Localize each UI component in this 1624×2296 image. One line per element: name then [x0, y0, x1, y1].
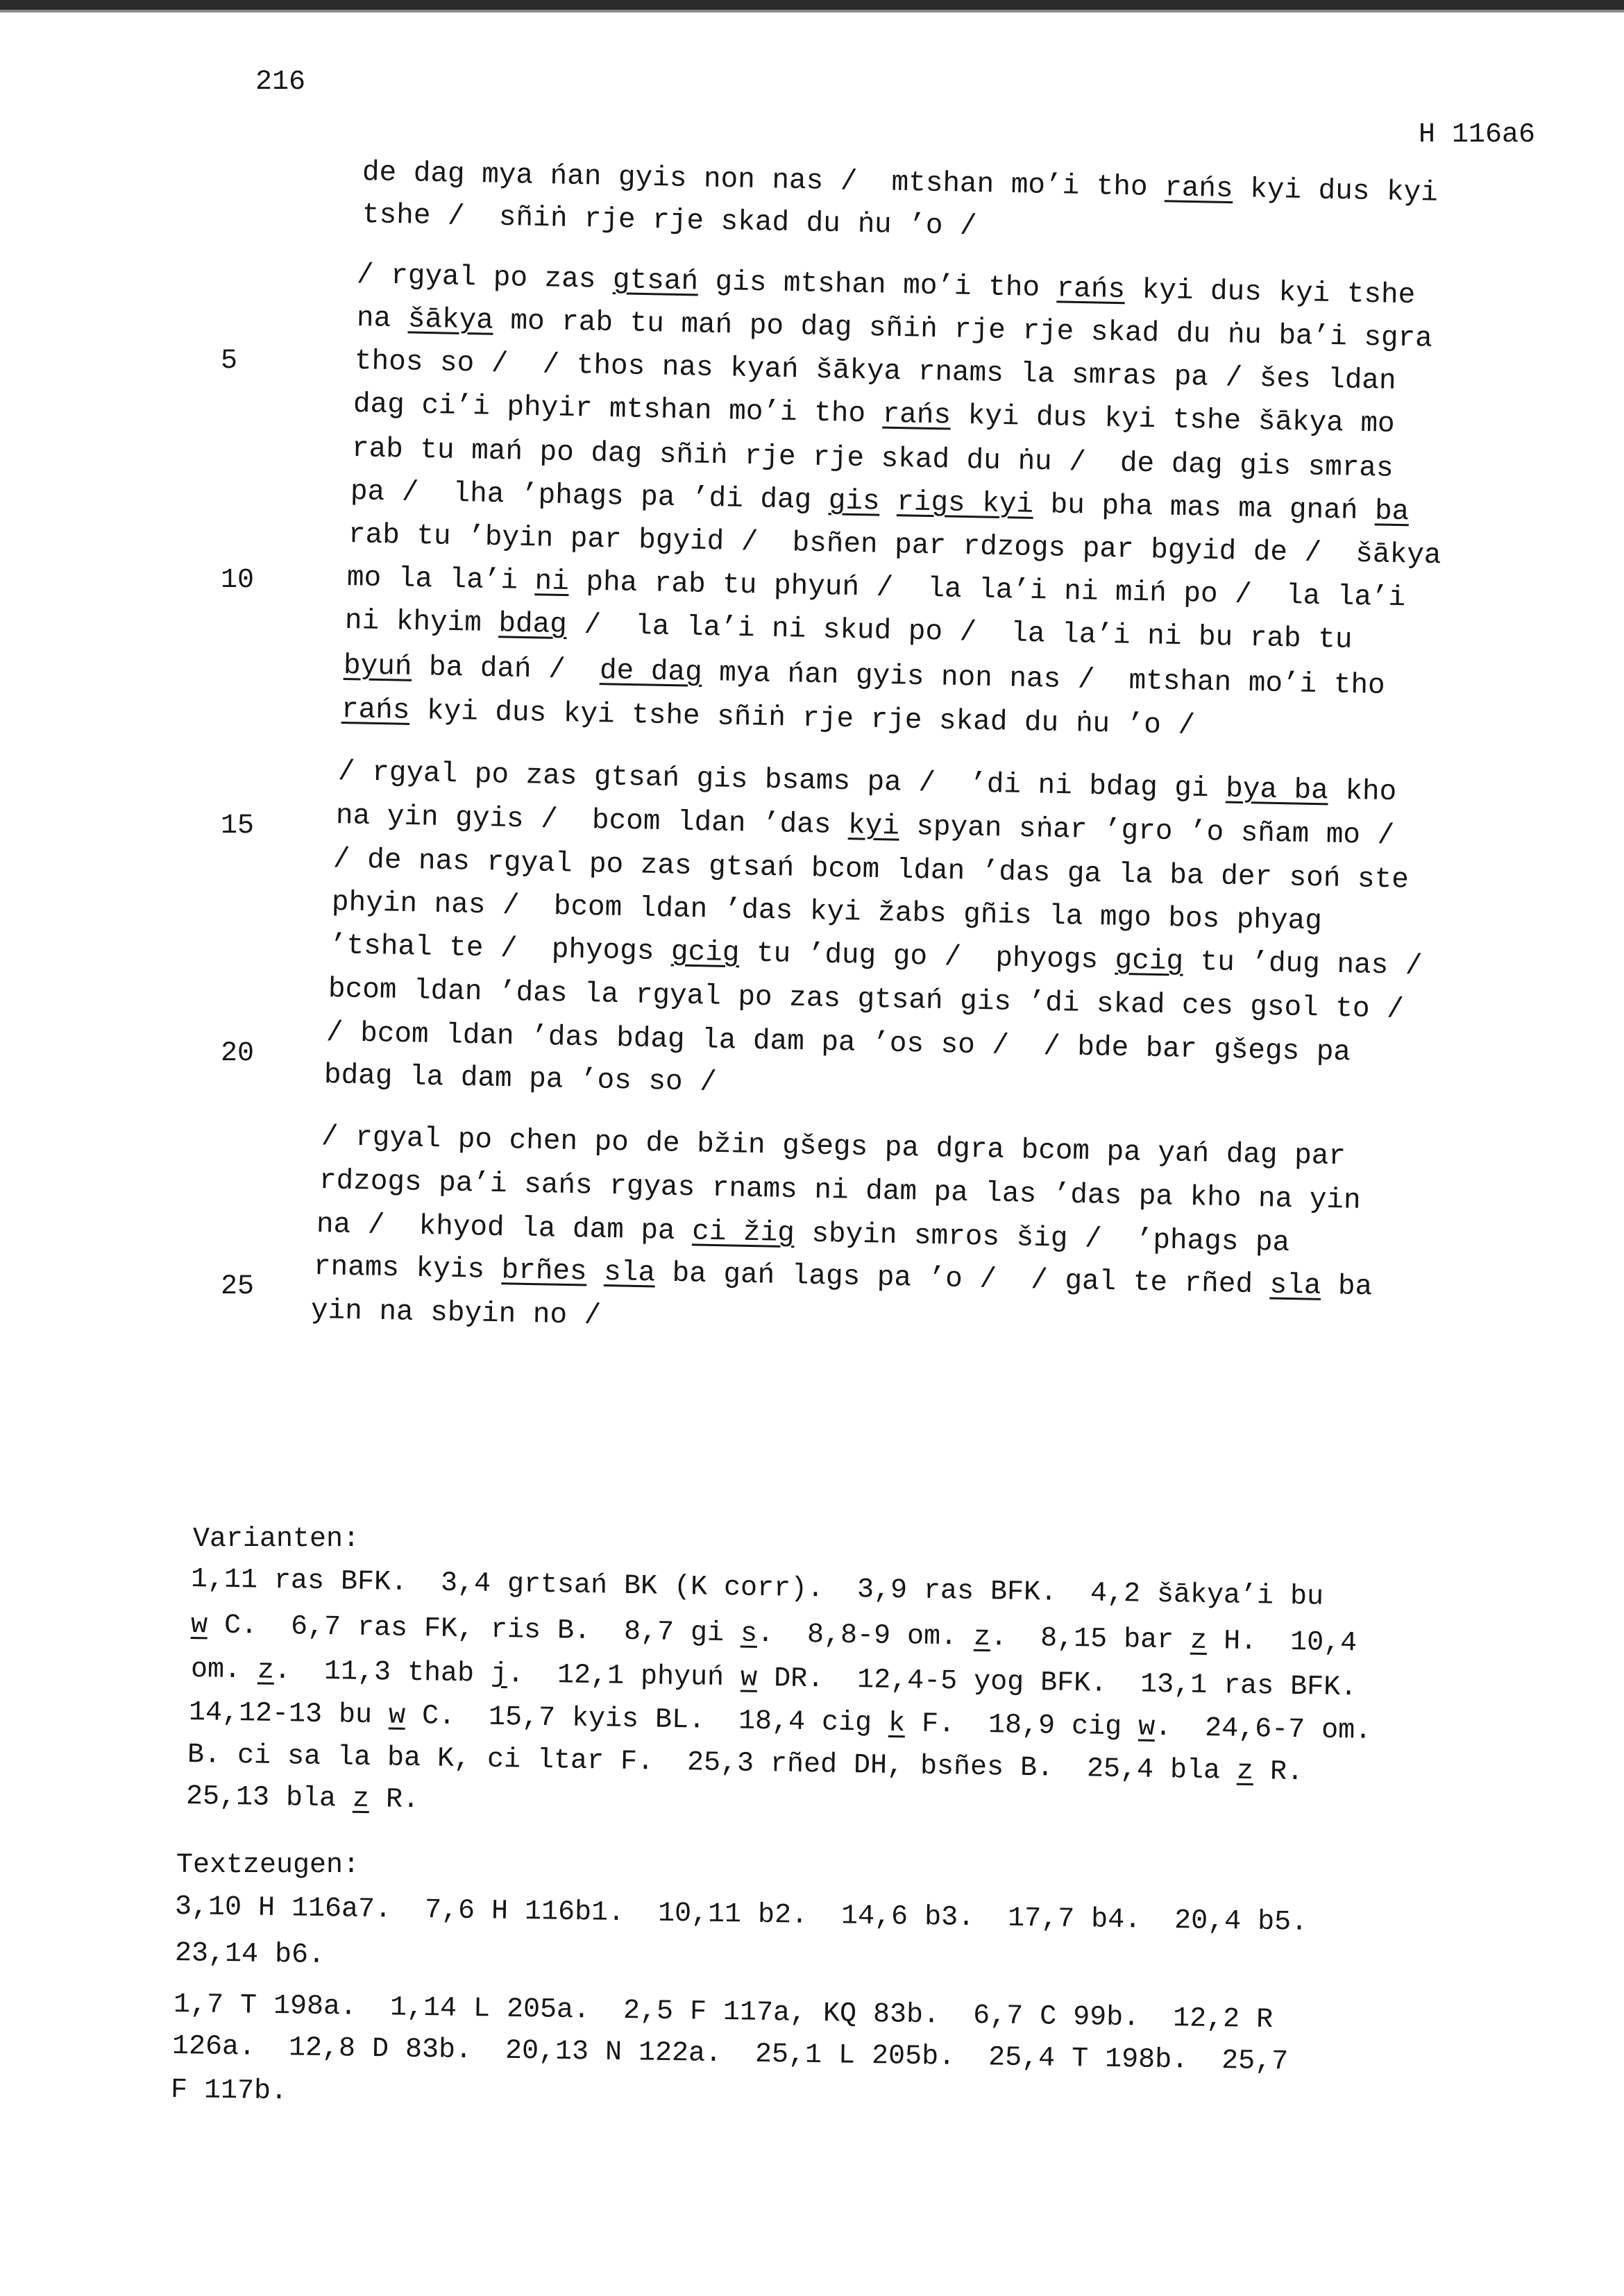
text-segment: bu pha mas ma gnań: [1033, 488, 1376, 528]
text-segment: kho: [1328, 775, 1397, 809]
line-number: 10: [221, 565, 255, 596]
underlined-text: gcig: [1115, 944, 1184, 978]
text-segment: kyi dus kyi tshe sñiṅ rje rje skad du ṅu ’o /: [409, 695, 1196, 742]
text-line: [345, 605, 1353, 656]
underlined-text: rańs: [882, 398, 951, 432]
text-segment: rab tu ’byin par bgyid / bsñen par rdzogs par bgyid de / šākya: [348, 519, 1441, 572]
text-segment: 25,13 bla: [185, 1781, 353, 1815]
line-number: 25: [221, 1271, 255, 1302]
text-segment: kyi dus kyi: [1233, 173, 1439, 210]
text-segment: dag ci’i phyir mtshan mo’i tho: [353, 389, 883, 431]
text-segment: 1,11 ras BFK. 3,4 grtsań BK (K corr). 3,9 ras BFK. 4,2 šākya’i bu: [190, 1564, 1324, 1613]
underlined-text: rigs kyi: [896, 486, 1034, 521]
text-segment: 1,7 T 198a. 1,14 L 205a. 2,5 F 117a, KQ 83b. 6,7 C 99b. 12,2 R: [173, 1989, 1274, 2036]
manuscript-sigla: H 116a6: [1419, 119, 1536, 151]
underlined-text: w: [740, 1663, 758, 1694]
text-segment: rnams kyis: [313, 1251, 502, 1287]
underlined-text: j: [490, 1658, 508, 1691]
underlined-text: šākya: [407, 303, 494, 337]
text-segment: tu ’dug go / phyogs: [738, 937, 1116, 977]
underlined-text: sla: [1269, 1269, 1321, 1302]
text-line: [357, 303, 1433, 355]
text-segment: gis mtshan mo’i tho: [697, 266, 1058, 305]
witness-line: [174, 1989, 1274, 2036]
underlined-text: byuń: [343, 650, 412, 683]
text-segment: B. ci sa la ba K, ci ltar F. 25,3 rñed DH, bsñes B. 25,4 bla: [187, 1740, 1237, 1787]
underlined-text: ci žig: [691, 1216, 795, 1250]
underlined-text: w: [388, 1700, 406, 1732]
text-segment: [879, 486, 897, 518]
underlined-text: k: [888, 1708, 906, 1740]
underlined-text: z: [1190, 1625, 1208, 1657]
text-segment: F 117b.: [170, 2075, 288, 2108]
line-number: 20: [221, 1038, 255, 1069]
text-segment: kyi dus kyi tshe: [1124, 274, 1416, 312]
text-segment: phyin nas / bcom ldan ’das kyi žabs gñis la mgo bos phyag: [331, 887, 1323, 938]
text-segment: rdzogs pa’i sańs rgyas rnams ni dam pa las ’das pa kho na yin: [319, 1165, 1362, 1217]
text-line: [357, 260, 1416, 312]
text-line: [316, 1209, 1290, 1259]
text-segment: om.: [190, 1654, 258, 1687]
underlined-text: rańs: [1164, 172, 1234, 206]
text-segment: spyan sṅar ’gro ’o sñam mo /: [899, 810, 1395, 853]
underlined-text: brñes: [501, 1255, 588, 1289]
variant-line: [186, 1781, 420, 1816]
text-segment: bcom ldan ’das la rgyal po zas gtsań gis ’di skad ces gsol to /: [328, 973, 1405, 1026]
text-segment: . 8,15 bar: [990, 1622, 1191, 1657]
underlined-text: gtsań: [612, 264, 699, 298]
underlined-text: gis: [828, 485, 881, 518]
text-segment: rab tu mań po dag sñiṅ rje rje skad du ṅu / de dag gis smras: [351, 433, 1394, 485]
text-segment: / la la’i ni skud po / la la’i ni bu rab tu: [566, 609, 1353, 656]
text-line: [341, 694, 1196, 742]
underlined-text: kyi: [847, 810, 900, 843]
varianten-heading: Varianten:: [193, 1524, 360, 1555]
text-line: [330, 930, 1423, 983]
witness-line: [171, 2075, 288, 2107]
witness-line: [172, 2031, 1289, 2077]
text-segment: de dag mya ńan gyis non nas / mtshan mo’i tho: [362, 157, 1165, 205]
text-segment: thos so / / thos nas kyań šākya rnams la smras pa / šes ldan: [354, 346, 1397, 398]
text-line: [353, 389, 1395, 441]
text-line: [336, 800, 1395, 852]
text-segment: . 11,3 thab: [273, 1655, 491, 1690]
underlined-text: bya ba: [1225, 773, 1329, 808]
scan-top-border-shadow: [0, 10, 1624, 12]
text-line: [347, 562, 1406, 614]
text-segment: sbyin smros šig / ’phags pa: [794, 1218, 1290, 1259]
scan-top-border: [0, 0, 1624, 10]
line-number: 15: [221, 810, 255, 842]
text-segment: na: [356, 303, 409, 336]
underlined-text: z: [257, 1655, 275, 1687]
text-segment: H. 10,4: [1206, 1626, 1357, 1660]
variant-line: [191, 1654, 1357, 1703]
text-segment: 126a. 12,8 D 83b. 20,13 N 122a. 25,1 L 205b. 25,4 T 198b. 25,7: [171, 2031, 1289, 2078]
text-line: [348, 519, 1441, 572]
underlined-text: sla: [603, 1257, 656, 1290]
text-line: [319, 1165, 1361, 1217]
text-line: [362, 157, 1439, 210]
textzeugen-heading: Textzeugen:: [176, 1850, 360, 1881]
page-number: 216: [255, 67, 306, 98]
text-segment: 23,14 b6.: [174, 1938, 325, 1972]
text-segment: kyi dus kyi tshe šākya mo: [950, 400, 1396, 441]
text-segment: ba dań /: [411, 651, 600, 688]
text-segment: pha rab tu phyuń / la la’i ni miń po / la la’i: [568, 566, 1406, 615]
underlined-text: ni: [534, 566, 570, 599]
underlined-text: gcig: [670, 936, 740, 970]
text-line: [333, 844, 1410, 896]
variant-line: [191, 1564, 1324, 1613]
variant-line: [191, 1610, 1357, 1659]
text-line: [332, 887, 1323, 937]
text-segment: C. 15,7 kyis BL. 18,4 cig: [405, 1700, 889, 1740]
underlined-text: z: [1236, 1755, 1254, 1788]
text-segment: bdag la dam pa ’os so /: [323, 1060, 718, 1099]
text-line: [326, 1017, 1351, 1069]
text-segment: / rgyal po zas gtsań gis bsams pa / ’di ni bdag gi: [337, 756, 1226, 806]
text-line: [328, 973, 1405, 1026]
text-line: [311, 1295, 602, 1332]
text-segment: 14,12-13 bu: [188, 1697, 389, 1732]
underlined-text: s: [740, 1618, 758, 1650]
text-line: [344, 650, 1385, 702]
text-segment: C. 6,7 ras FK, ris B. 8,7 gi: [207, 1610, 741, 1650]
text-line: [314, 1251, 1373, 1303]
underlined-text: w: [190, 1610, 208, 1642]
text-segment: DR. 12,4-5 yog BFK. 13,1 ras BFK.: [756, 1663, 1357, 1704]
text-line: [355, 346, 1396, 398]
text-segment: / bcom ldan ’das bdag la dam pa ’os so / / bde bar gšegs pa: [325, 1017, 1351, 1069]
text-segment: . 8,8-9 om.: [756, 1618, 974, 1653]
text-segment: ba: [1320, 1270, 1373, 1304]
text-segment: / rgyal po chen po de bžin gšegs pa dgra bcom pa yań dag par: [321, 1121, 1346, 1173]
text-segment: ba gań lags pa ’o / / gal te rñed: [654, 1257, 1271, 1302]
text-line: [362, 199, 977, 243]
underlined-text: ba: [1374, 495, 1410, 529]
text-line: [350, 476, 1410, 528]
underlined-text: rańs: [1056, 273, 1126, 307]
underlined-text: rańs: [341, 694, 410, 727]
underlined-text: bdag: [498, 608, 568, 642]
text-segment: tshe / sñiṅ rje rje skad du ṅu ’o /: [362, 199, 978, 243]
underlined-text: w: [1137, 1712, 1156, 1744]
witness-line: [175, 1938, 325, 1971]
text-segment: na / khyod la dam pa: [316, 1209, 693, 1248]
text-segment: na yin gyis / bcom ldan ’das: [335, 800, 849, 842]
text-segment: mo la la’i: [346, 562, 536, 598]
line-number: 5: [221, 346, 238, 377]
variant-line: [189, 1697, 1372, 1747]
text-segment: 3,10 H 116a7. 7,6 H 116b1. 10,11 b2. 14,6 b3. 17,7 b4. 20,4 b5.: [174, 1891, 1308, 1939]
text-line: [352, 433, 1394, 485]
text-segment: F. 18,9 cig: [904, 1708, 1139, 1744]
variant-line: [187, 1740, 1304, 1788]
text-segment: R.: [1253, 1756, 1304, 1789]
witness-line: [175, 1891, 1308, 1939]
text-segment: pa / lha ’phags pa ’di dag: [350, 476, 829, 518]
text-segment: ’tshal te / phyogs: [329, 930, 672, 969]
text-segment: . 24,6-7 om.: [1154, 1712, 1372, 1747]
underlined-text: de dag: [599, 655, 703, 689]
underlined-text: z: [973, 1622, 991, 1654]
text-segment: . 12,1 phyuń: [507, 1659, 741, 1694]
text-segment: yin na sbyin no /: [310, 1295, 602, 1333]
text-segment: mo rab tu mań po dag sñiṅ rje rje skad du ṅu ba’i sgra: [493, 305, 1433, 355]
text-segment: mya ńan gyis non nas / mtshan mo’i tho: [702, 656, 1386, 702]
text-segment: R.: [369, 1784, 420, 1817]
text-line: [338, 756, 1397, 808]
text-segment: ni khyim: [344, 605, 499, 640]
text-segment: / rgyal po zas: [356, 260, 614, 297]
underlined-text: z: [352, 1783, 370, 1816]
text-segment: [586, 1257, 604, 1289]
text-line: [321, 1121, 1346, 1173]
text-line: [324, 1060, 718, 1099]
text-segment: tu ’dug nas /: [1183, 946, 1423, 983]
text-segment: / de nas rgyal po zas gtsań bcom ldan ’das ga la ba der soń ste: [332, 844, 1410, 896]
